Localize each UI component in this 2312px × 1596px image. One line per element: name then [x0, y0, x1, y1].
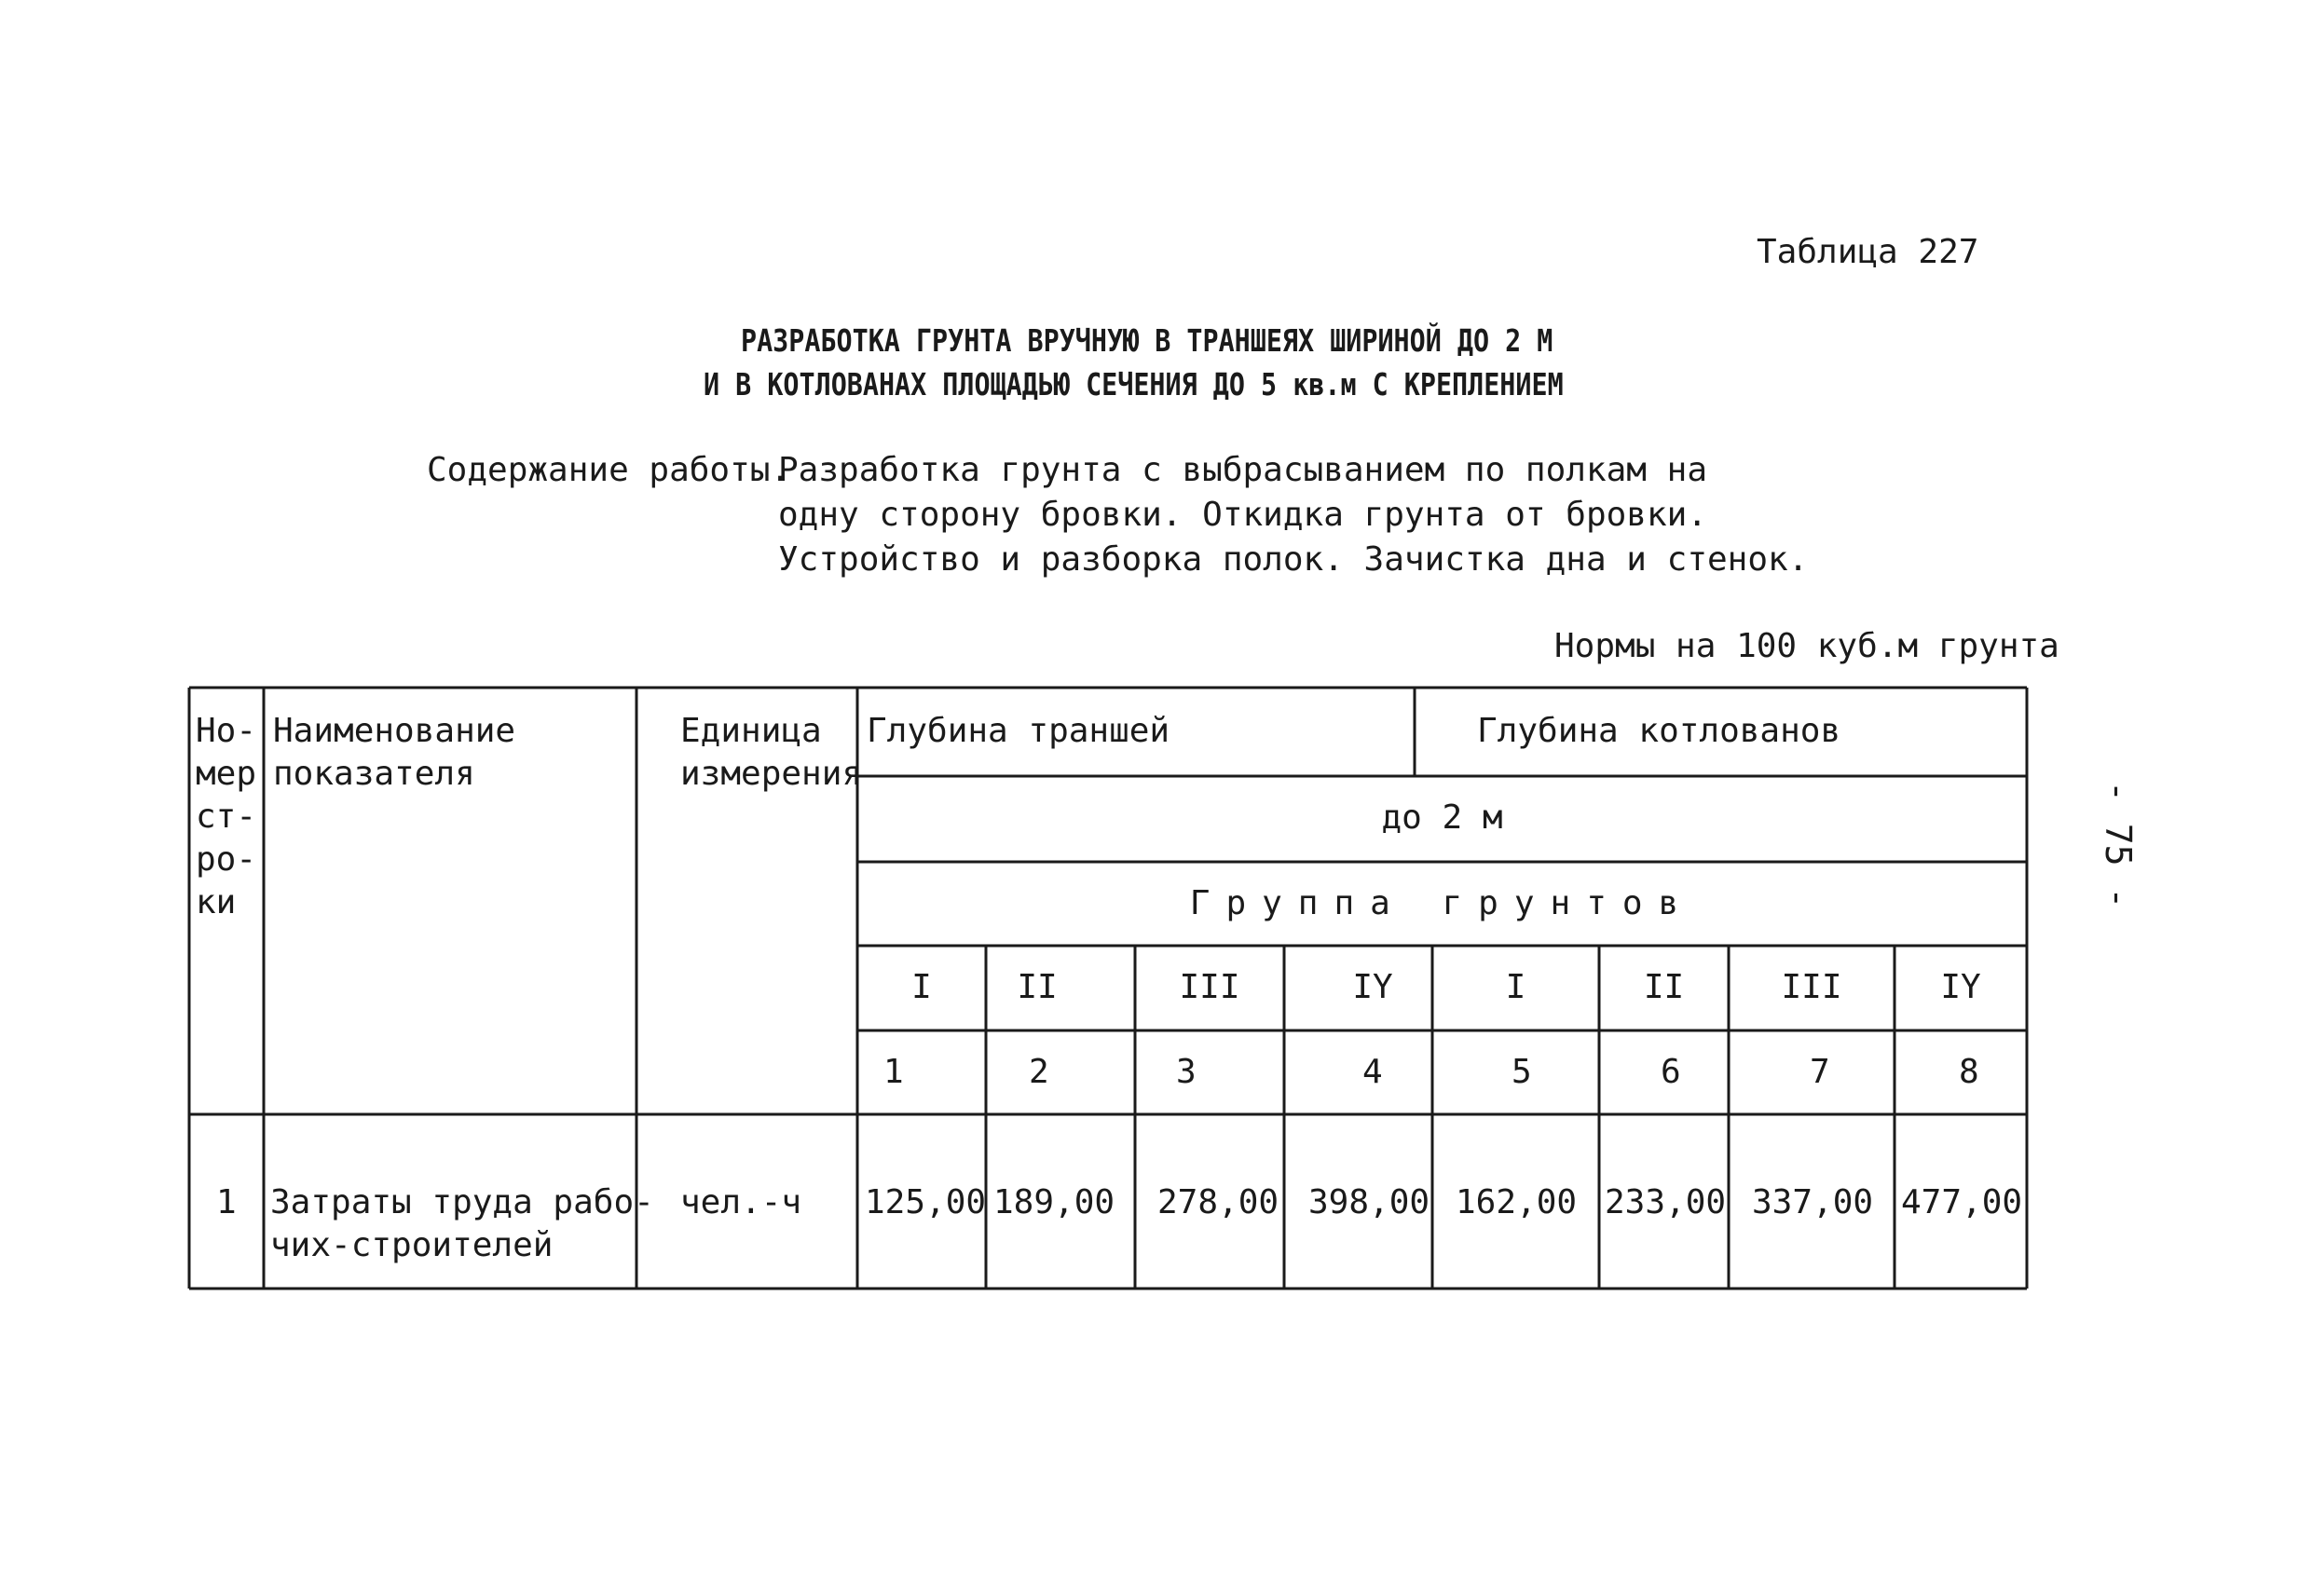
- header-row-number-4: ро-: [196, 840, 257, 879]
- norms-note: Нормы на 100 куб.м грунта: [1554, 627, 2059, 665]
- column-number-2: 2: [1029, 1053, 1049, 1091]
- header-group-1: I: [911, 968, 932, 1006]
- header-group-3: III: [1179, 968, 1240, 1006]
- header-soil-group: Группа грунтов: [1189, 884, 1695, 922]
- header-group-6: II: [1643, 968, 1685, 1006]
- row-1-value-8: 477,00: [1901, 1183, 2023, 1221]
- header-row-number-3: ст-: [196, 798, 257, 836]
- header-unit-2: измерения: [680, 755, 863, 793]
- table-label: Таблица 227: [1757, 233, 1979, 271]
- row-1-value-7: 337,00: [1752, 1183, 1874, 1221]
- header-group-7: III: [1781, 968, 1842, 1006]
- row-1-value-1: 125,00: [865, 1183, 987, 1221]
- row-1-indicator-line-2: чих-строителей: [270, 1226, 554, 1264]
- header-group-2: II: [1017, 968, 1058, 1006]
- work-content-line-2: одну сторону бровки. Откидка грунта от бровки.: [778, 496, 1707, 534]
- row-1-value-2: 189,00: [993, 1183, 1115, 1221]
- header-row-number-5: ки: [196, 883, 237, 921]
- header-depth-limit: до 2 м: [1381, 798, 1503, 837]
- column-number-5: 5: [1512, 1053, 1532, 1091]
- row-1-value-3: 278,00: [1157, 1183, 1279, 1221]
- header-indicator-1: Наименование: [273, 712, 516, 750]
- column-number-8: 8: [1959, 1053, 1979, 1091]
- header-unit-1: Единица: [680, 712, 822, 750]
- header-row-number-1: Но-: [196, 712, 257, 750]
- header-indicator-2: показателя: [273, 755, 475, 793]
- header-group-8: IY: [1940, 968, 1981, 1006]
- row-1-indicator-line-1: Затраты труда рабо-: [270, 1183, 654, 1221]
- row-1-unit: чел.-ч: [680, 1183, 802, 1221]
- header-pit-depth: Глубина котлованов: [1477, 712, 1841, 750]
- work-content-line-3: Устройство и разборка полок. Зачистка дна и стенок.: [778, 540, 1809, 579]
- column-number-1: 1: [883, 1053, 904, 1091]
- header-group-4: IY: [1352, 968, 1393, 1006]
- column-number-3: 3: [1176, 1053, 1197, 1091]
- header-trench-depth: Глубина траншей: [867, 712, 1170, 750]
- header-row-number-2: мер: [196, 755, 257, 793]
- title-line-1: РАЗРАБОТКА ГРУНТА ВРУЧНУЮ В ТРАНШЕЯХ ШИРИНОЙ ДО 2 М: [741, 322, 1553, 359]
- page-number: - 75 -: [2098, 781, 2139, 909]
- column-number-7: 7: [1810, 1053, 1830, 1091]
- column-number-4: 4: [1362, 1053, 1383, 1091]
- row-1-value-5: 162,00: [1456, 1183, 1578, 1221]
- work-content-label: Содержание работы.: [427, 451, 791, 489]
- column-number-6: 6: [1661, 1053, 1681, 1091]
- row-1-value-6: 233,00: [1605, 1183, 1727, 1221]
- header-group-5: I: [1505, 968, 1526, 1006]
- title-line-2: И В КОТЛОВАНАХ ПЛОЩАДЬЮ СЕЧЕНИЯ ДО 5 кв.м С КРЕПЛЕНИЕМ: [704, 366, 1564, 402]
- work-content-line-1: Разработка грунта с выбрасыванием по полкам на: [778, 451, 1707, 489]
- row-1-value-4: 398,00: [1308, 1183, 1430, 1221]
- row-1-number: 1: [216, 1183, 237, 1221]
